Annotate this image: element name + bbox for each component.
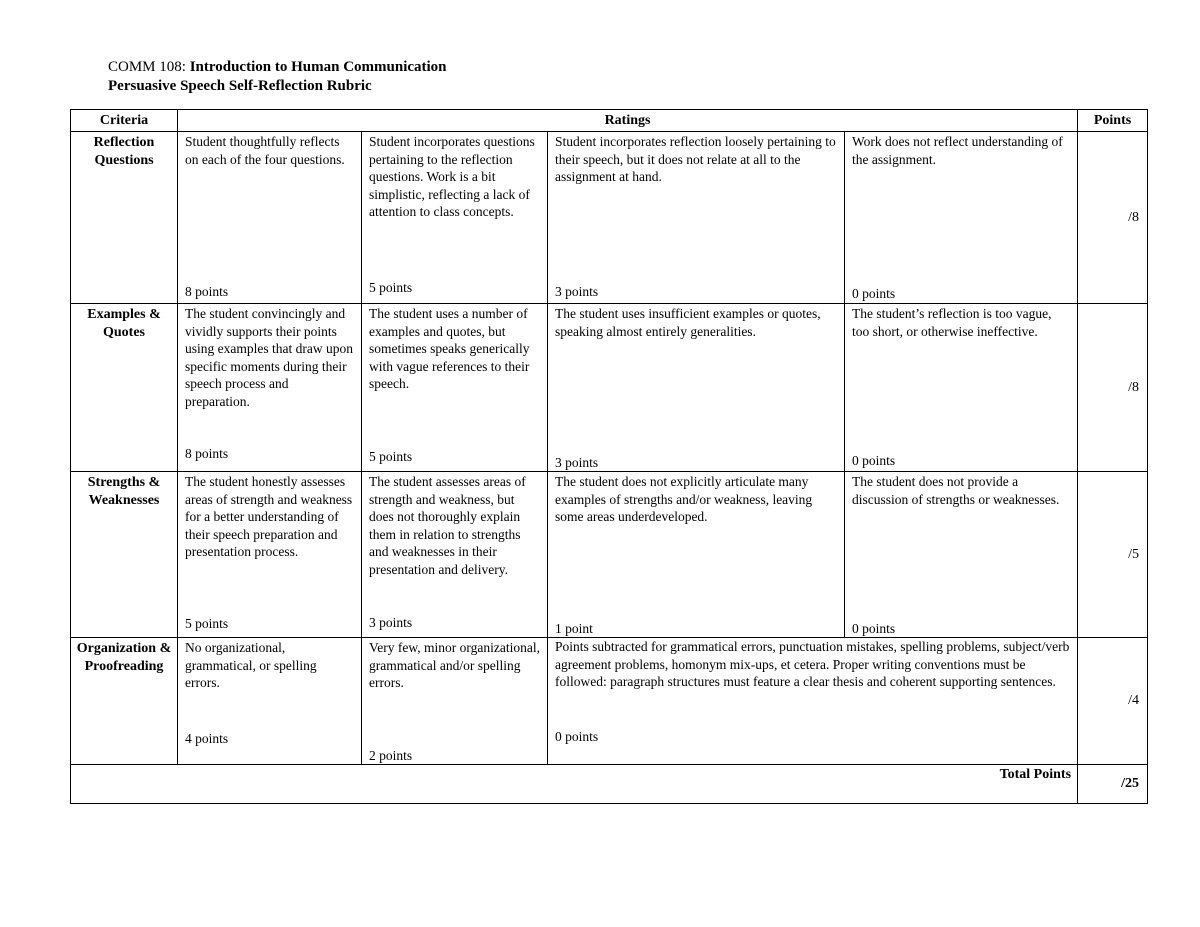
rating-description: Student incorporates questions pertaining to the reflection questions. Work is a bit simplistic, reflecting a lack of attention to class concepts. [369, 134, 535, 219]
total-label: Total Points [71, 765, 1078, 804]
table-row [71, 304, 1148, 472]
max-points-cell: /8 [1078, 132, 1148, 304]
rating-description: The student does not explicitly articulate many examples of strengths and/or weakness, leaving some areas underdeveloped. [555, 474, 813, 524]
ratings-header: Ratings [178, 110, 1078, 132]
criteria-cell: Reflection Questions [71, 132, 178, 304]
rating-points: 0 points [852, 453, 896, 468]
rating-description: The student honestly assesses areas of strength and weakness for a better understanding of their speech preparation and presentation process. [185, 474, 353, 559]
rating-points: 1 point [555, 621, 593, 636]
rating-points: 2 points [369, 748, 413, 763]
table-row [71, 132, 1148, 304]
rating-points: 3 points [555, 284, 599, 299]
rating-cell [548, 304, 845, 472]
criteria-cell: Strengths & Weaknesses [71, 472, 178, 638]
rating-cell [845, 304, 1078, 472]
course-code: COMM 108: [108, 59, 186, 75]
rating-description: The student uses a number of examples and quotes, but sometimes speaks generically with vague references to their speech. [369, 306, 530, 391]
rating-cell [362, 304, 548, 472]
rating-cell [548, 132, 845, 304]
rating-description: Work does not reflect understanding of the assignment. [852, 134, 1063, 167]
criteria-cell: Examples & Quotes [71, 304, 178, 472]
rating-points: 5 points [369, 449, 413, 464]
rating-cell [178, 132, 362, 304]
table-row [71, 472, 1148, 638]
rating-points: 0 points [852, 286, 896, 301]
rating-description: Very few, minor organizational, grammatical and/or spelling errors. [369, 640, 540, 690]
rating-points: 8 points [185, 284, 229, 299]
rating-description: Student incorporates reflection loosely pertaining to their speech, but it does not relate at all to the assignment at hand. [555, 134, 836, 184]
rating-description: The student’s reflection is too vague, too short, or otherwise ineffective. [852, 306, 1052, 339]
rating-description: The student assesses areas of strength and weakness, but does not thoroughly explain them in relation to strengths and weaknesses in their presentation and delivery. [369, 474, 526, 577]
max-points-cell: /8 [1078, 304, 1148, 472]
rating-cell [178, 304, 362, 472]
criteria-cell: Organization & Proofreading [71, 638, 178, 765]
rating-description: The student uses insufficient examples or quotes, speaking almost entirely generalities. [555, 306, 821, 339]
rubric-table [70, 109, 1148, 804]
rating-points: 3 points [555, 455, 599, 470]
rating-cell [845, 132, 1078, 304]
rating-points: 0 points [555, 729, 599, 744]
rating-points: 0 points [852, 621, 896, 636]
rating-cell-combined [548, 638, 1078, 765]
rating-cell [178, 472, 362, 638]
header-row [71, 110, 1148, 132]
rating-description: The student does not provide a discussion of strengths or weaknesses. [852, 474, 1060, 507]
rating-description: Student thoughtfully reflects on each of the four questions. [185, 134, 345, 167]
rating-cell [362, 472, 548, 638]
rating-cell [845, 472, 1078, 638]
rating-points: 8 points [185, 446, 229, 461]
points-header: Points [1078, 110, 1148, 132]
max-points-cell: /4 [1078, 638, 1148, 765]
rating-cell [362, 638, 548, 765]
rubric-title: Persuasive Speech Self-Reflection Rubric [108, 78, 372, 94]
rating-cell [178, 638, 362, 765]
rating-description: The student convincingly and vividly supports their points using examples that draw upon specific moments during their speech process and preparation. [185, 306, 353, 409]
rating-cell [362, 132, 548, 304]
rating-points: 4 points [185, 731, 229, 746]
rating-points: 3 points [369, 615, 413, 630]
criteria-header: Criteria [71, 110, 178, 132]
max-points-cell: /5 [1078, 472, 1148, 638]
course-title: Introduction to Human Communication [189, 59, 447, 75]
rating-cell [548, 472, 845, 638]
document-header [108, 58, 447, 96]
total-points: /25 [1078, 765, 1148, 804]
rating-description: Points subtracted for grammatical errors, punctuation mistakes, spelling problems, subject/verb agreement problems, homonym mix-ups, et cetera. Proper writing conventions must be followed: paragraph structures must feature a clear thesis and coherent supporting sentences. [555, 639, 1070, 689]
rating-description: No organizational, grammatical, or spelling errors. [185, 640, 317, 690]
total-row [71, 765, 1148, 804]
table-row [71, 638, 1148, 765]
rating-points: 5 points [185, 616, 229, 631]
rating-points: 5 points [369, 280, 413, 295]
